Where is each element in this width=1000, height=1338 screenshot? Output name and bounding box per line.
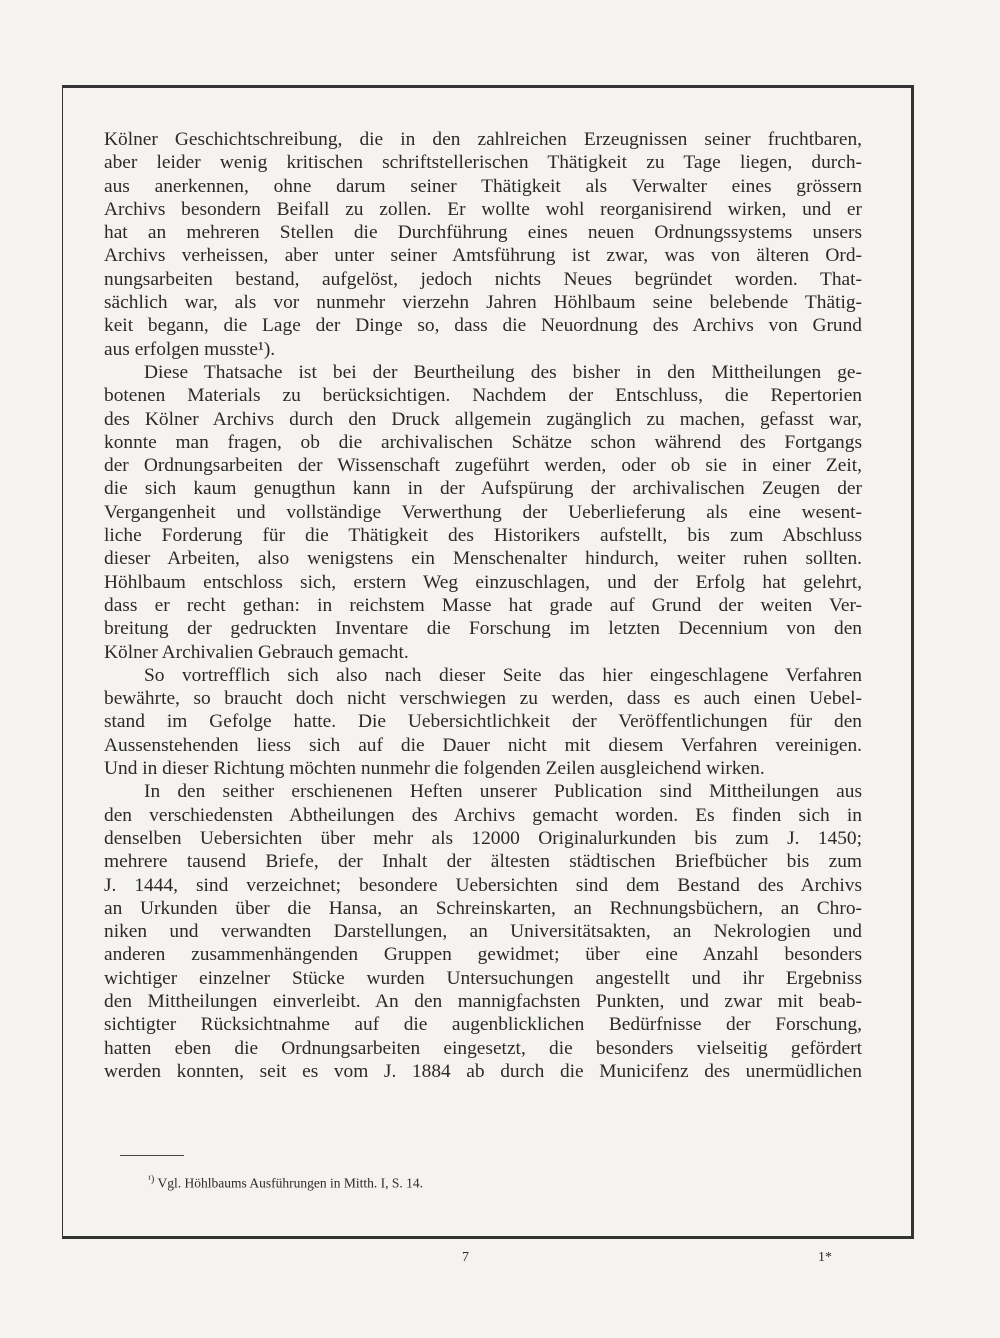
footnote-text: Vgl. Höhlbaums Ausführungen in Mitth. I, S. 14. [157, 1175, 423, 1191]
text-line: Archivs besondern Beifall zu zollen. Er wollte wohl reorganisirend wirken, und er [104, 198, 862, 220]
text-line: Aussenstehenden liess sich auf die Dauer nicht mit diesem Verfahren vereinigen. [104, 734, 862, 756]
text-line: Kölner Archivalien Gebrauch gemacht. [104, 641, 409, 663]
text-line: denselben Uebersichten über mehr als 12000 Originalurkunden bis zum J. 1450; [104, 827, 862, 849]
text-line: Diese Thatsache ist bei der Beurtheilung des bisher in den Mittheilungen ge- [144, 361, 862, 383]
text-line: aus erfolgen musste¹). [104, 338, 276, 360]
text-line: botenen Materials zu berücksichtigen. Nachdem der Entschluss, die Repertorien [104, 385, 862, 407]
footnote-marker: ¹) [148, 1174, 155, 1185]
text-line: keit begann, die Lage der Dinge so, dass die Neuordnung des Archivs von Grund [104, 315, 862, 337]
text-line: dieser Arbeiten, also wenigstens ein Menschenalter hindurch, weiter ruhen sollten. [104, 548, 862, 570]
text-line: Höhlbaum entschloss sich, erstern Weg einzuschlagen, und der Erfolg hat gelehrt, [104, 571, 862, 593]
text-line: anderen zusammenhängenden Gruppen gewidmet; über eine Anzahl besonders [104, 944, 862, 966]
text-line: mehrere tausend Briefe, der Inhalt der ältesten städtischen Briefbücher bis zum [104, 851, 862, 873]
text-line: stand im Gefolge hatte. Die Uebersichtlichkeit der Veröffentlichungen für den [104, 711, 862, 733]
text-line: In den seither erschienenen Heften unserer Publication sind Mittheilungen aus [144, 781, 862, 803]
text-line: dass er recht gethan: in reichstem Masse hat grade auf Grund der weiten Ver- [104, 594, 862, 616]
text-line: niken und verwandten Darstellungen, an Universitätsakten, an Nekrologien und [104, 921, 862, 943]
text-line: konnte man fragen, ob die archivalischen Schätze schon während des Fortgangs [104, 431, 862, 453]
text-line: Und in dieser Richtung möchten nunmehr die folgenden Zeilen ausgleichend wirken. [104, 758, 765, 780]
footnote-rule [120, 1155, 184, 1156]
text-line: So vortrefflich sich also nach dieser Seite das hier eingeschlagene Verfahren [144, 664, 862, 686]
page-number: 7 [462, 1250, 469, 1265]
text-line: des Kölner Archivs durch den Druck allgemein zugänglich zu machen, gefasst war, [104, 408, 862, 430]
text-line: den Mittheilungen einverleibt. An den mannigfachsten Punkten, und zwar mit beab- [104, 990, 862, 1012]
text-line: den verschiedensten Abtheilungen des Archivs gemacht worden. Es finden sich in [104, 804, 862, 826]
text-line: hatten eben die Ordnungsarbeiten eingesetzt, die besonders vielseitig gefördert [104, 1037, 862, 1059]
text-line: breitung der gedruckten Inventare die Forschung im letzten Decennium von den [104, 618, 862, 640]
text-line: hat an mehreren Stellen die Durchführung eines neuen Ordnungssystems unsers [104, 222, 862, 244]
text-line: werden konnten, seit es vom J. 1884 ab durch die Municifenz des unermüdlichen [104, 1060, 862, 1082]
signature-mark: 1* [818, 1250, 832, 1265]
text-line: sichtigter Rücksichtnahme auf die augenblicklichen Bedürfnisse der Forschung, [104, 1014, 862, 1036]
footnote [148, 1174, 423, 1192]
text-line: J. 1444, sind verzeichnet; besondere Uebersichten sind dem Bestand des Archivs [104, 874, 862, 896]
body-text [104, 128, 862, 1083]
text-line: wichtiger einzelner Stücke wurden Untersuchungen angestellt und ihr Ergebniss [104, 967, 862, 989]
text-line: die sich kaum genugthun kann in der Aufspürung der archivalischen Zeugen der [104, 478, 862, 500]
text-line: aber leider wenig kritischen schriftstellerischen Thätigkeit zu Tage liegen, durch- [104, 152, 862, 174]
text-line: bewährte, so braucht doch nicht verschwiegen zu werden, dass es auch einen Uebel- [104, 688, 862, 710]
text-line: liche Forderung für die Thätigkeit des Historikers aufstellt, bis zum Abschluss [104, 525, 862, 547]
text-line: Kölner Geschichtschreibung, die in den zahlreichen Erzeugnissen seiner fruchtbaren, [104, 129, 862, 150]
text-line: der Ordnungsarbeiten der Wissenschaft zugeführt werden, oder ob sie in einer Zeit, [104, 455, 862, 477]
text-line: aus anerkennen, ohne darum seiner Thätigkeit als Verwalter eines grössern [104, 175, 862, 197]
text-line: an Urkunden über die Hansa, an Schreinskarten, an Rechnungsbüchern, an Chro- [104, 897, 862, 919]
text-line: sächlich war, als vor nunmehr vierzehn Jahren Höhlbaum seine belebende Thätig- [104, 292, 862, 314]
text-line: Archivs verheissen, aber unter seiner Amtsführung ist zwar, was von älteren Ord- [104, 245, 862, 267]
text-line: nungsarbeiten bestand, aufgelöst, jedoch nichts Neues begründet worden. That- [104, 268, 862, 290]
text-line: Vergangenheit und vollständige Verwerthung der Ueberlieferung als eine wesent- [104, 501, 862, 523]
